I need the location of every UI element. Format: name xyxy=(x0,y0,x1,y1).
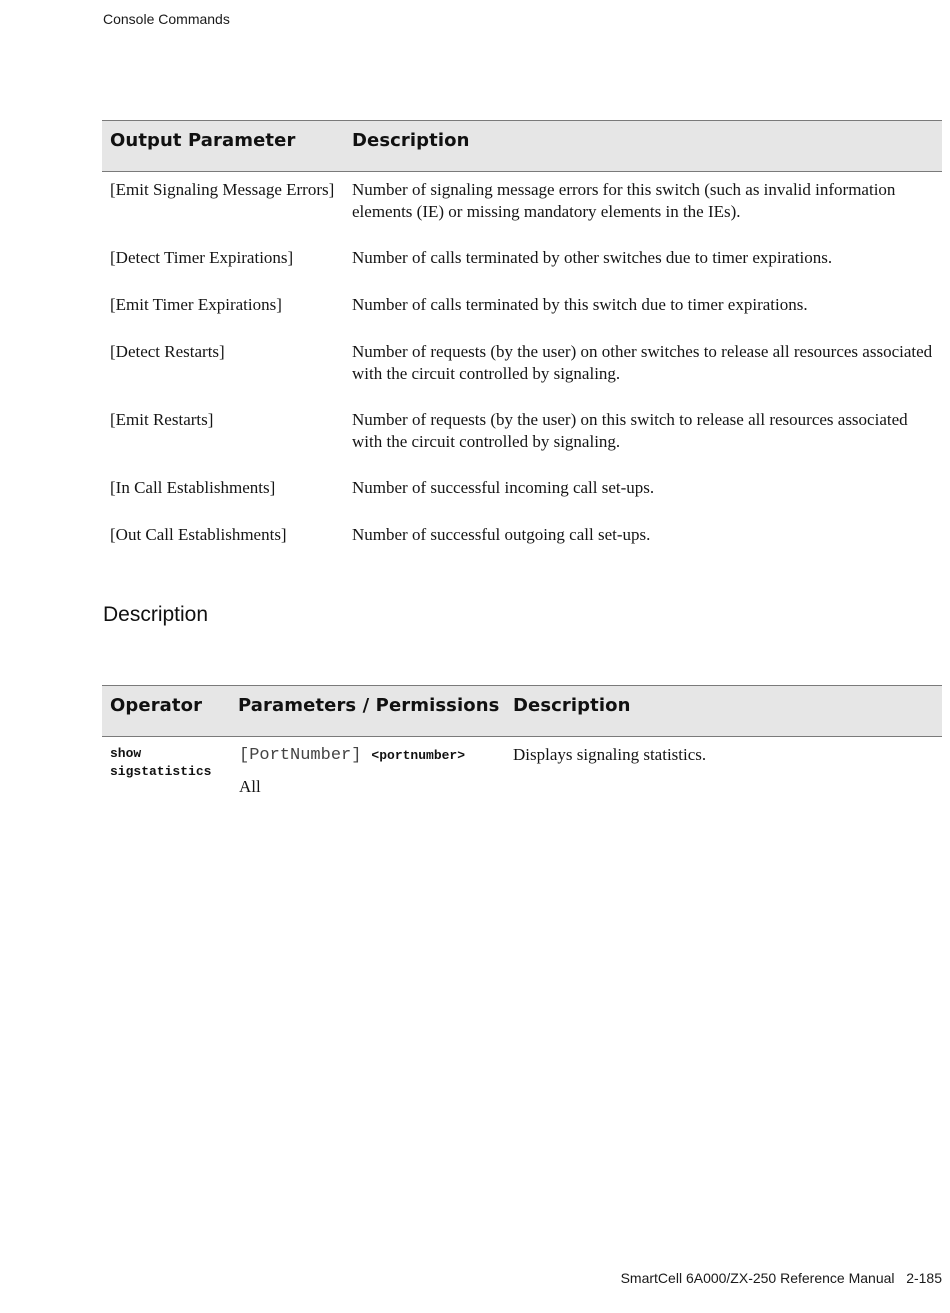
operator-table xyxy=(102,685,942,815)
manual-title: SmartCell 6A000/ZX-250 Reference Manual xyxy=(620,1270,895,1286)
page-footer xyxy=(621,1270,942,1286)
operator-cell xyxy=(110,745,235,781)
params-cell xyxy=(239,744,509,798)
running-head: Console Commands xyxy=(103,11,230,27)
param-cell: [Emit Restarts] xyxy=(110,410,214,429)
page-number: 2-185 xyxy=(906,1270,942,1286)
param-cell: [In Call Establishments] xyxy=(110,478,276,497)
operator-table-header xyxy=(102,685,942,737)
param-cell: [Out Call Establishments] xyxy=(110,525,287,544)
operator-command-line1: show xyxy=(110,746,142,761)
description-cell: Number of successful outgoing call set-ups. xyxy=(352,525,651,544)
param-cell: [Detect Restarts] xyxy=(110,342,225,361)
header-parameters-permissions: Parameters / Permissions xyxy=(238,695,500,716)
description-cell: Number of successful incoming call set-ups. xyxy=(352,478,655,497)
description-cell: Displays signaling statistics. xyxy=(513,745,707,764)
param-syntax xyxy=(239,744,509,767)
description-cell: Number of requests (by the user) on other switches to release all resources associated with the circuit controlled by signaling. xyxy=(352,342,933,383)
permission-text: All xyxy=(239,777,261,796)
header-description: Description xyxy=(513,695,631,716)
output-parameter-table xyxy=(102,120,942,560)
param-argument: <portnumber> xyxy=(371,748,466,763)
description-cell: Number of requests (by the user) on this switch to release all resources associated with the circuit controlled by signaling. xyxy=(352,410,908,451)
description-cell: Number of signaling message errors for this switch (such as invalid information elements (IE) or missing mandatory elements in the IEs). xyxy=(352,180,896,221)
param-cell: [Detect Timer Expirations] xyxy=(110,248,294,267)
operator-command-line2: sigstatistics xyxy=(110,764,212,779)
header-operator: Operator xyxy=(110,695,203,716)
param-cell: [Emit Signaling Message Errors] xyxy=(110,180,335,199)
output-table-header xyxy=(102,120,942,172)
param-name: [PortNumber] xyxy=(239,746,362,765)
description-cell: Number of calls terminated by this switch due to timer expirations. xyxy=(352,295,808,314)
section-heading-description: Description xyxy=(103,603,209,626)
header-output-parameter: Output Parameter xyxy=(110,130,296,151)
header-description: Description xyxy=(352,130,470,151)
description-cell: Number of calls terminated by other switches due to timer expirations. xyxy=(352,248,833,267)
param-cell: [Emit Timer Expirations] xyxy=(110,295,282,314)
